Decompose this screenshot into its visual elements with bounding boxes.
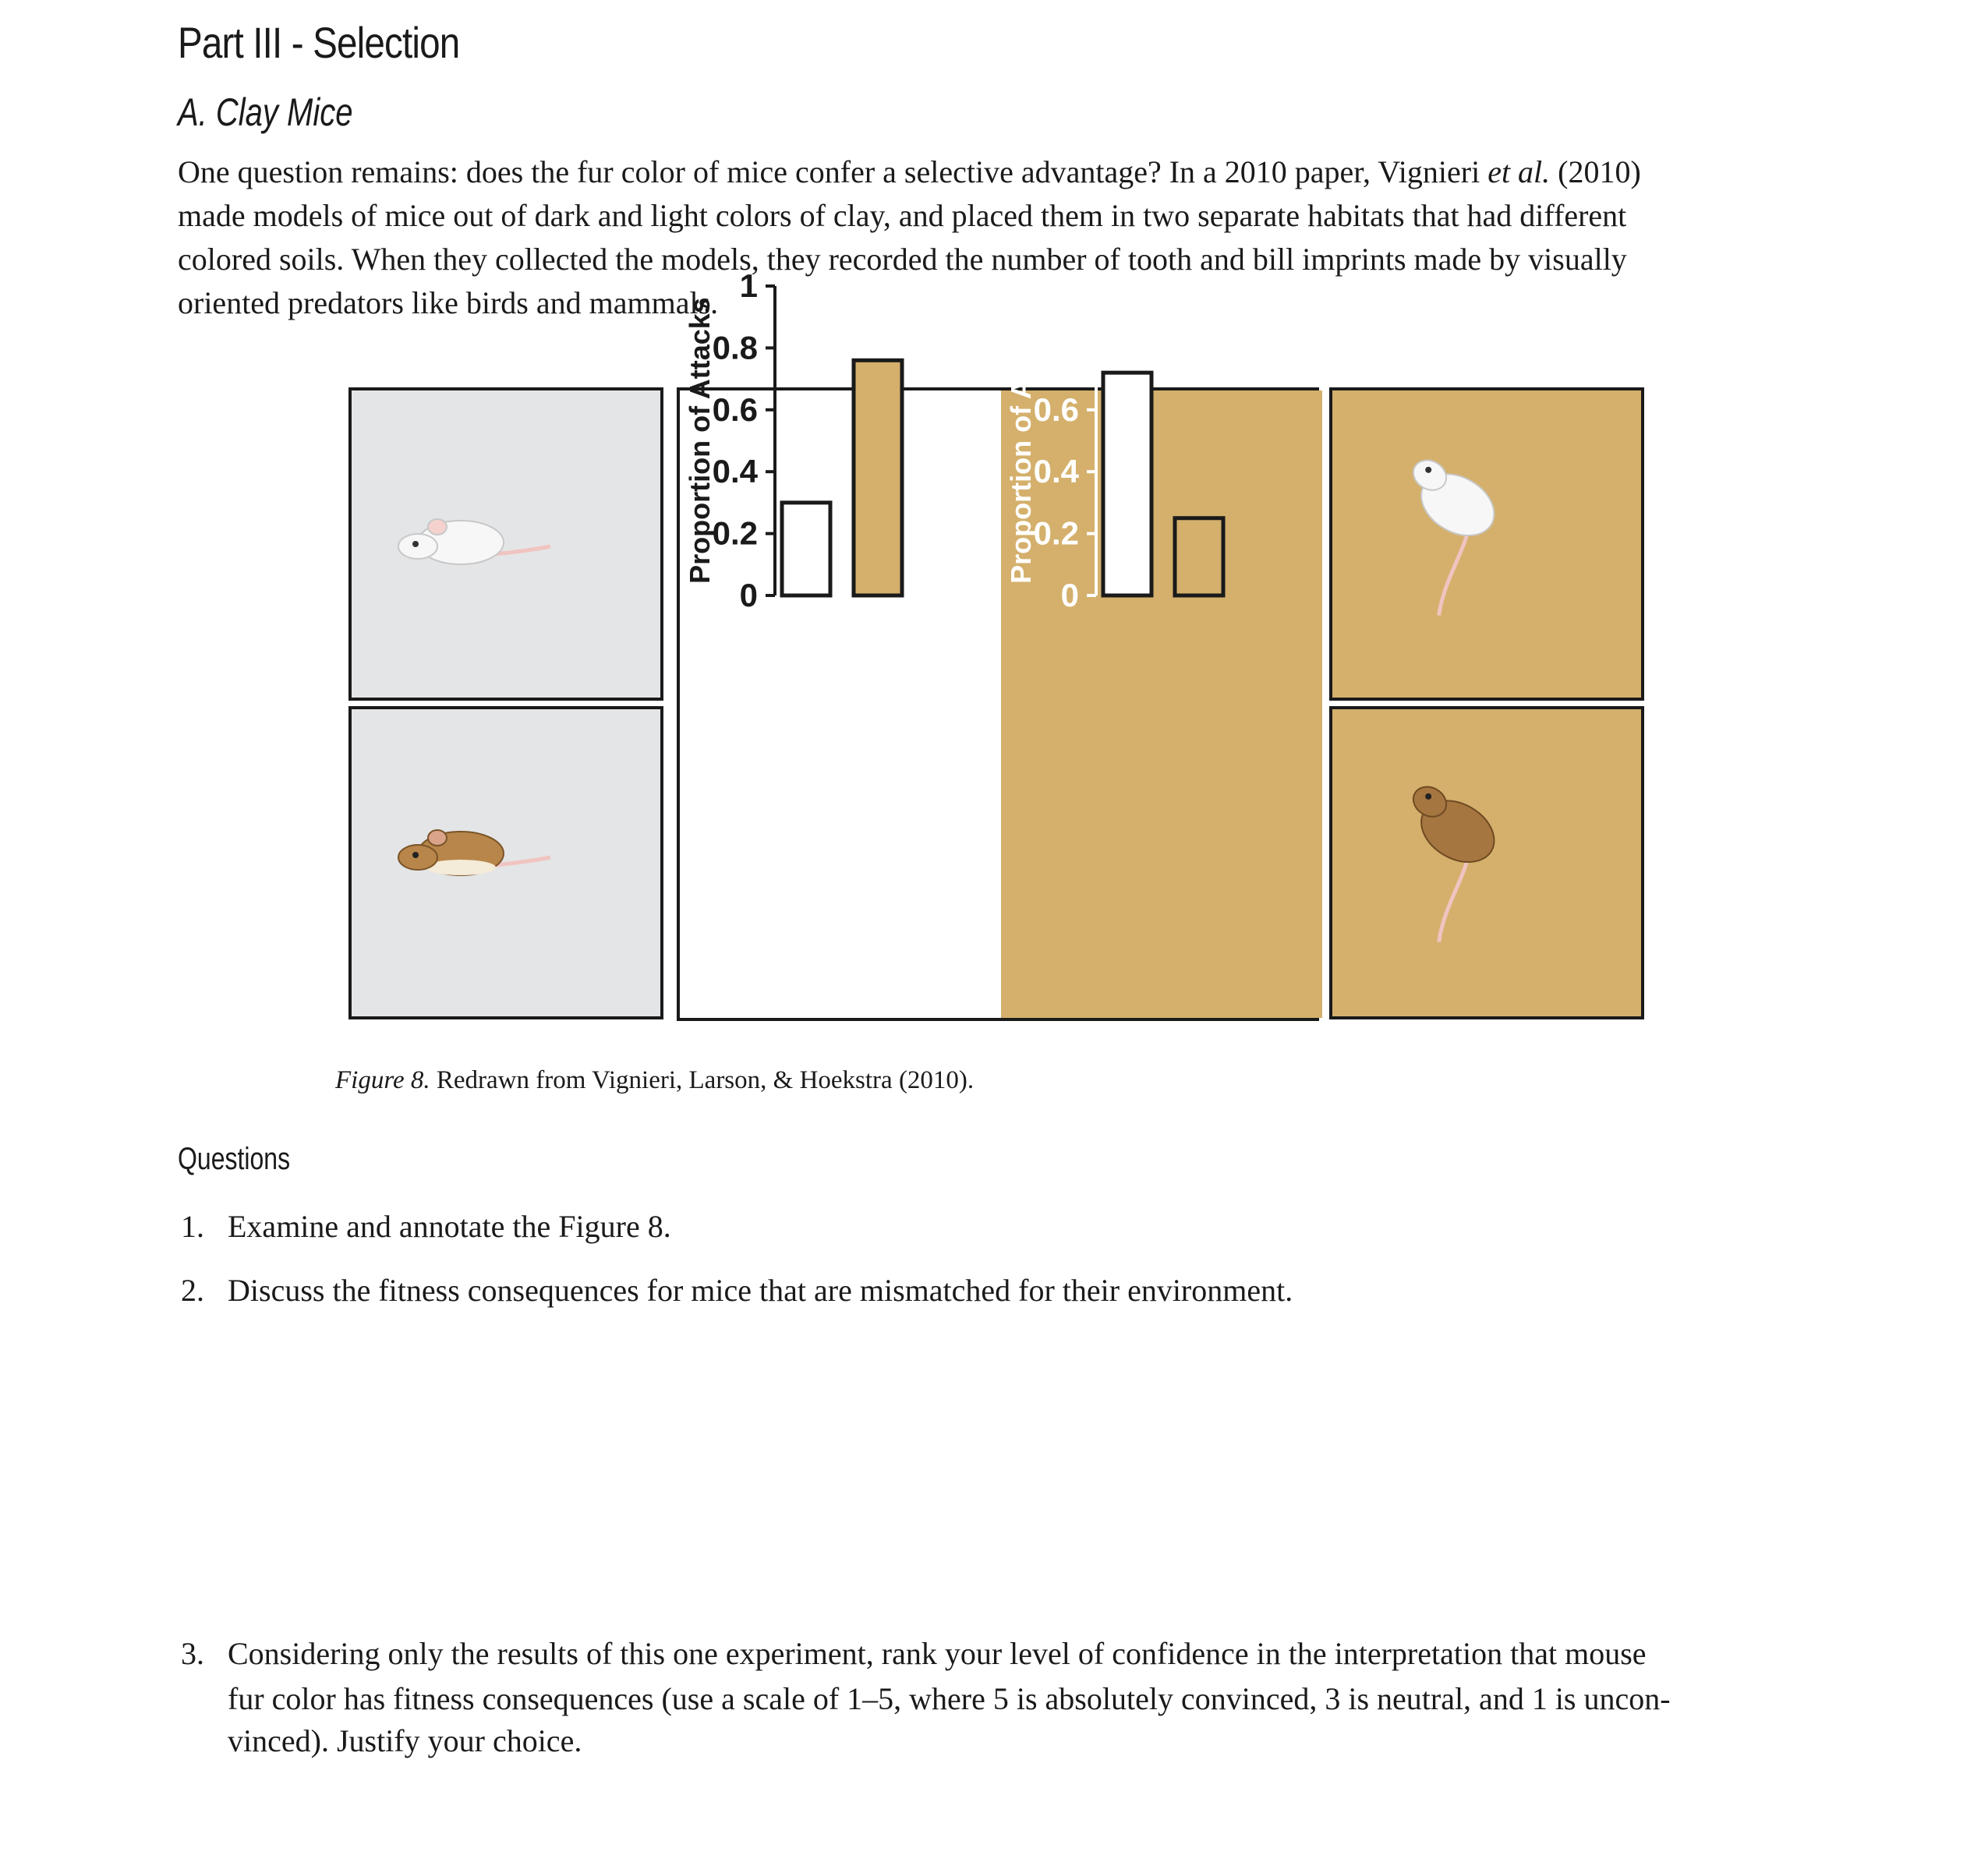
bar-dark-mouse bbox=[854, 360, 902, 595]
y-axis-label: Proportion of Attacks bbox=[684, 298, 716, 584]
y-tick-label: 0 bbox=[739, 577, 758, 613]
questions-heading: Questions bbox=[178, 1142, 291, 1176]
y-tick-label: 0.6 bbox=[712, 390, 758, 428]
intro-line: One question remains: does the fur color of mice confer a selective advantage? In a 2010 paper, Vignieri et al. (2010) bbox=[178, 154, 1641, 189]
white-mouse-icon bbox=[1332, 390, 1641, 698]
y-tick-label: 0 bbox=[1060, 577, 1079, 613]
y-tick-label: 0.8 bbox=[1033, 329, 1079, 366]
y-tick-label: 0.4 bbox=[1033, 453, 1079, 490]
brown-mouse-icon bbox=[1332, 709, 1641, 1016]
y-tick-label: 0.8 bbox=[712, 329, 758, 366]
part-title: Part III - Selection bbox=[178, 18, 460, 67]
y-tick-label: 0.2 bbox=[712, 514, 758, 552]
bar-light-mouse bbox=[782, 503, 830, 595]
question-2: 2. Discuss the fitness consequences for mice that are mismatched for their environment. bbox=[181, 1273, 1293, 1308]
intro-line: colored soils. When they collected the models, they recorded the number of tooth and bill imprints made by visually bbox=[178, 242, 1627, 277]
bar-dark-mouse bbox=[1175, 518, 1223, 595]
bar-light-mouse bbox=[1103, 373, 1151, 595]
y-tick-label: 1 bbox=[1060, 267, 1079, 304]
brown-mouse-icon bbox=[352, 709, 660, 1016]
y-tick-label: 1 bbox=[739, 267, 758, 304]
intro-line: made models of mice out of dark and light colors of clay, and placed them in two separate habitats that had different bbox=[178, 198, 1627, 233]
y-tick-label: 0.4 bbox=[712, 453, 758, 490]
dark-habitat-brown-mouse-panel bbox=[1329, 706, 1644, 1019]
light-habitat-white-mouse-panel bbox=[348, 387, 663, 701]
intro-paragraph bbox=[178, 150, 1815, 325]
white-mouse-icon bbox=[352, 390, 660, 698]
intro-line: oriented predators like birds and mammals. bbox=[178, 285, 719, 320]
figure-caption: Figure 8. Redrawn from Vignieri, Larson, & Hoekstra (2010). bbox=[335, 1066, 975, 1094]
y-tick-label: 0.6 bbox=[1033, 390, 1079, 428]
y-tick-label: 0.2 bbox=[1033, 514, 1079, 552]
light-habitat-brown-mouse-panel bbox=[348, 706, 663, 1019]
attack-proportion-chart bbox=[680, 267, 1316, 1018]
question-3: 3. Considering only the results of this one experiment, rank your level of confidence in the interpretation that mouse fur color has fitness consequences (use a scale of 1–5, where 5 is absolutely convinced, 3 is neutral, and 1 is uncon- vinced). Justify your choice. bbox=[181, 1636, 1671, 1758]
section-title: A. Clay Mice bbox=[178, 90, 353, 134]
question-1: 1. Examine and annotate the Figure 8. bbox=[181, 1209, 671, 1244]
y-axis-label: Proportion of Attacks bbox=[1005, 298, 1037, 584]
dark-habitat-white-mouse-panel bbox=[1329, 387, 1644, 701]
attack-charts bbox=[677, 267, 1319, 1021]
